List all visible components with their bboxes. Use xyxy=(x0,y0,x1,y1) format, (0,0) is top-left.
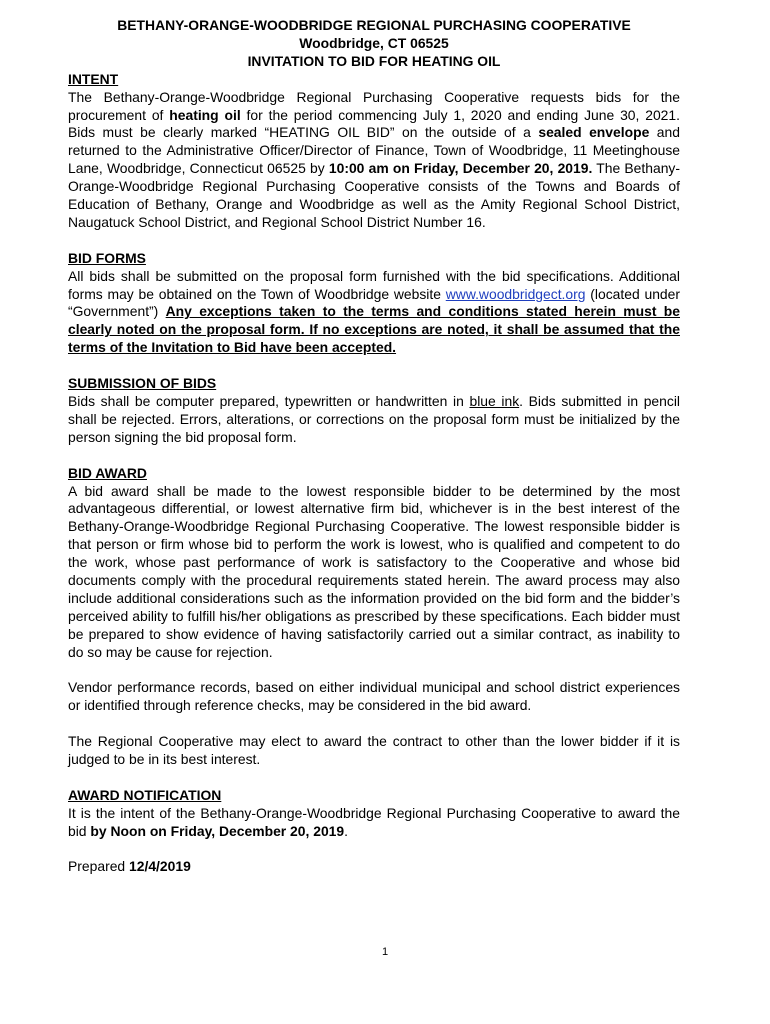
bid-award-heading: BID AWARD xyxy=(68,464,147,481)
intent-paragraph: The Bethany-Orange-Woodbridge Regional Purchasing Cooperative requests bids for the procurement of heating oil for the period commencing July 1, 2020 and ending June 30, 2021. Bids must be clearly marked “HEATING OIL BID” on the outside of a sealed envelope and returned to the Administrative Officer/Director of Finance, Town of Woodbridge, 11 Meetinghouse Lane, Woodbridge, Connecticut 06525 by 10:00 am on Friday, December 20, 2019. The Bethany-Orange-Woodbridge Regional Purchasing Cooperative consists of the Towns and Boards of Education of Bethany, Orange and Woodbridge as well as the Amity Regional School District, Naugatuck School District, and Regional School District Number 16. xyxy=(68,88,681,230)
woodbridge-website-link[interactable]: www.woodbridgect.org xyxy=(445,285,586,302)
award-notification-paragraph: It is the intent of the Bethany-Orange-Woodbridge Regional Purchasing Cooperative to award the bid by Noon on Friday, December 20, 2019. xyxy=(68,804,680,839)
submission-paragraph: Bids shall be computer prepared, typewritten or handwritten in blue ink. Bids submitted in pencil shall be rejected. Errors, alterations, or corrections on the proposal form must be initialized by the person signing the bid proposal form. xyxy=(68,393,680,445)
header-location: Woodbridge, CT 06525 xyxy=(299,34,449,51)
prepared-line: Prepared 12/4/2019 xyxy=(68,858,191,875)
prepared-date: 12/4/2019 xyxy=(129,858,191,875)
page-number: 1 xyxy=(381,946,389,958)
header-cooperative-name: BETHANY-ORANGE-WOODBRIDGE REGIONAL PURCHASING COOPERATIVE xyxy=(117,17,631,33)
document-page xyxy=(68,17,680,876)
submission-section xyxy=(68,375,680,447)
bid-forms-heading: BID FORMS xyxy=(68,249,146,266)
document-header xyxy=(68,17,680,71)
bid-forms-section xyxy=(68,250,680,357)
bid-award-paragraph-3: The Regional Cooperative may elect to award the contract to other than the lower bidder if it is judged to be in its best interest. xyxy=(68,733,680,768)
intent-heading: INTENT xyxy=(68,70,119,87)
award-notification-heading: AWARD NOTIFICATION xyxy=(68,786,222,803)
bid-forms-paragraph: All bids shall be submitted on the proposal form furnished with the bid specifications. Additional forms may be obtained on the Town of Woodbridge website www.woodbridgect.org (located under “Government”) Any exceptions taken to the terms and conditions stated herein must be clearly noted on the proposal form. If no exceptions are noted, it shall be assumed that the terms of the Invitation to Bid have been accepted. xyxy=(68,267,680,356)
award-notification-section xyxy=(68,787,680,841)
intent-section xyxy=(68,71,680,232)
exceptions-notice: Any exceptions taken to the terms and conditions stated herein must be clearly noted on the proposal form. If no exceptions are noted, it shall be assumed that the terms of the Invitation to Bid have been accepted. xyxy=(68,303,680,356)
submission-heading: SUBMISSION OF BIDS xyxy=(68,375,217,392)
bid-award-paragraph-1: A bid award shall be made to the lowest responsible bidder to be determined by the most advantageous differential, or lowest alternative firm bid, whichever is in the best interest of the Bethany-Orange-Woodbridge Regional Purchasing Cooperative. The lowest responsible bidder is that person or firm whose bid to perform the work is lowest, who is qualified and competent to do the work, whose past performance of work is satisfactory to the Cooperative and whose bid documents comply with the procedural requirements stated herein. The award process may also include additional considerations such as the information provided on the bid form and the bidder’s perceived ability to fulfill his/her obligations as prescribed by these specifications. Each bidder must be prepared to show evidence of having satisfactorily carried out a similar contract, as inability to do so may be cause for rejection. xyxy=(68,482,680,660)
bid-award-section xyxy=(68,465,680,769)
header-title: INVITATION TO BID FOR HEATING OIL xyxy=(247,52,501,69)
bid-award-paragraph-2: Vendor performance records, based on either individual municipal and school district experiences or identified through reference checks, may be considered in the bid award. xyxy=(68,679,680,714)
